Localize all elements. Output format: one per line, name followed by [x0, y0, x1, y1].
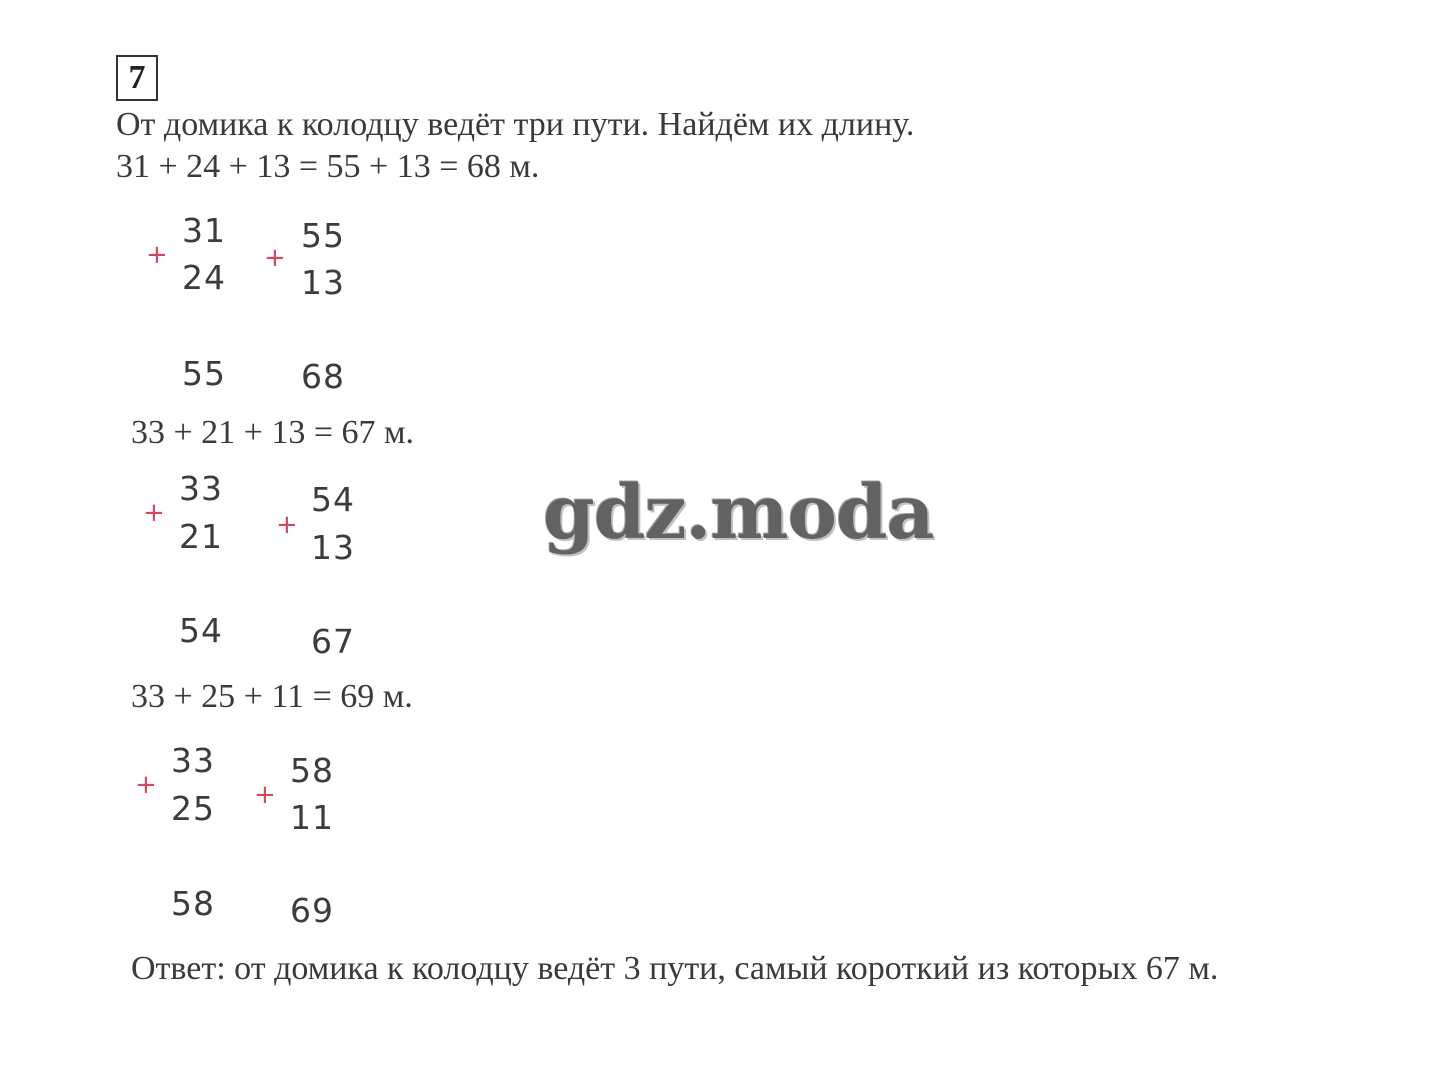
plus-sign: +: [254, 780, 276, 810]
plus-sign: +: [135, 770, 157, 800]
column-result: 55: [182, 354, 226, 393]
column-bottom-number: 24: [182, 258, 226, 297]
column-top-number: 33: [179, 469, 223, 508]
column-top-number: 55: [301, 216, 345, 255]
column-result: 69: [290, 891, 334, 930]
column-result: 58: [171, 884, 215, 923]
column-top-number: 33: [171, 741, 215, 780]
task-number-badge: 7: [116, 55, 158, 101]
path2-equation: 33 + 21 + 13 = 67 м.: [131, 414, 415, 451]
path3-equation: 33 + 25 + 11 = 69 м.: [131, 678, 413, 715]
column-result: 54: [179, 611, 223, 650]
column-top-number: 58: [290, 751, 334, 790]
column-bottom-number: 25: [171, 789, 215, 828]
column-top-number: 31: [182, 211, 226, 250]
column-top-number: 54: [311, 480, 355, 519]
column-result: 68: [301, 357, 345, 396]
watermark-logo: gdz.moda: [543, 470, 934, 556]
plus-sign: +: [143, 498, 165, 528]
column-result: 67: [311, 622, 355, 661]
plus-sign: +: [146, 240, 168, 270]
answer-text: Ответ: от домика к колодцу ведёт 3 пути, самый короткий из которых 67 м.: [131, 950, 1219, 987]
column-bottom-number: 11: [290, 798, 334, 837]
intro-text: От домика к колодцу ведёт три пути. Найдём их длину.: [116, 106, 915, 143]
plus-sign: +: [276, 510, 298, 540]
column-bottom-number: 13: [311, 528, 355, 567]
column-bottom-number: 13: [301, 263, 345, 302]
column-bottom-number: 21: [179, 517, 223, 556]
path1-equation: 31 + 24 + 13 = 55 + 13 = 68 м.: [116, 148, 540, 185]
plus-sign: +: [264, 243, 286, 273]
